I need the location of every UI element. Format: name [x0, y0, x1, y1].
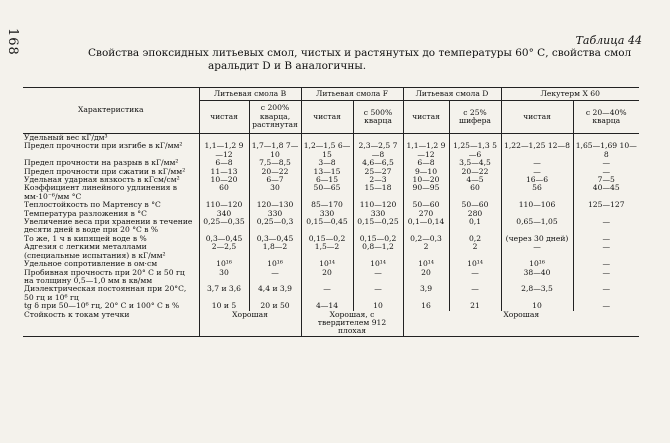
row-label: Удельный вес кГ/дм³ — [24, 133, 108, 142]
table-cell: 7—5 — [573, 176, 639, 184]
table-cell: 13—15 — [301, 168, 353, 176]
table-cell: 10¹⁴ — [353, 260, 403, 268]
table-cell: 60 — [199, 184, 249, 201]
table-cell: — — [573, 285, 639, 302]
table-cell: 4—5 — [449, 176, 501, 184]
caption-line-1: Свойства эпоксидных литьевых смол, чистых и растянутых до температуры 60° С, свойства смол — [88, 47, 632, 59]
table-cell: 110—106 — [501, 201, 573, 209]
table-cell: — — [353, 269, 403, 286]
table-cell: 1,5—2 — [301, 243, 353, 260]
table-cell: 50—60 — [449, 201, 501, 209]
table-cell: 50—65 — [301, 184, 353, 201]
table-cell: 1,1—1,2 9—12 — [199, 142, 249, 159]
cell-b-leakage: Хорошая — [199, 311, 301, 337]
table-cell: 20 — [301, 269, 353, 286]
table-row — [23, 243, 639, 260]
table-cell: 15—18 — [353, 184, 403, 201]
table-cell: 10 — [353, 302, 403, 310]
table-cell: — — [573, 218, 639, 235]
table-cell: 56 — [501, 184, 573, 201]
table-cell: 30 — [199, 269, 249, 286]
table-cell: — — [353, 285, 403, 302]
table-cell: 0,1 — [449, 218, 501, 235]
table-cell: — — [501, 243, 573, 260]
table-cell: 25—27 — [353, 168, 403, 176]
table-cell: 0,15—0,25 — [353, 218, 403, 235]
row-label: Пробивная прочность при 20° С и 50 гц на толщину 0,5—1,0 мм в кв/мм — [24, 267, 185, 285]
table-cell: 10¹⁴ — [301, 260, 353, 268]
row-label: То же, 1 ч в кипящей воде в % — [24, 233, 147, 243]
table-cell: 110—120 — [199, 201, 249, 209]
row-label: tg δ при 50—10⁶ гц, 20° С и 100° С в % — [24, 301, 180, 311]
subcol-6: с 25% шифера — [449, 101, 501, 134]
table-cell: 10¹⁴ — [449, 260, 501, 268]
table-cell: 110—120 — [353, 201, 403, 209]
table-body — [23, 134, 639, 337]
table-cell: 125—127 — [573, 201, 639, 209]
table-cell: 3,5—4,5 — [449, 159, 501, 167]
caption-line-2: аральдит D и B аналогичны. — [208, 60, 367, 72]
table-caption — [88, 47, 648, 73]
table-cell: — — [573, 168, 639, 176]
table-cell: 10 и 5 — [199, 302, 249, 310]
table-cell: 2—2,5 — [199, 243, 249, 260]
table-cell: 1,1—1,2 9—12 — [403, 142, 449, 159]
table-cell: 0,8—1,2 — [353, 243, 403, 260]
table-cell: 9—10 — [403, 168, 449, 176]
row-label: Удельное сопротивление в ом·см — [24, 259, 158, 269]
row-label: Адгезия с легкими металлами (специальные испытания) в кГ/мм² — [24, 242, 166, 260]
table-cell: 60 — [449, 184, 501, 201]
page-number: 168 — [5, 28, 20, 56]
table-cell: 10¹⁶ — [249, 260, 301, 268]
table-cell: (через 30 дней) — [501, 235, 573, 243]
table-cell: 0,1—0,14 — [403, 218, 449, 235]
table-cell: 280 — [449, 210, 501, 218]
table-cell: 10—20 — [403, 176, 449, 184]
table-cell: 1,8—2 — [249, 243, 301, 260]
table-cell: — — [249, 269, 301, 286]
table-cell: 340 — [199, 210, 249, 218]
table-cell: 1,2—1,5 6—15 — [301, 142, 353, 159]
table-cell: 20—22 — [449, 168, 501, 176]
table-cell: 0,25—0,35 — [199, 218, 249, 235]
table-cell: 4,4 и 3,9 — [249, 285, 301, 302]
header-group-d: Литьевая смола D — [403, 88, 501, 101]
table-cell: 2,8—3,5 — [501, 285, 573, 302]
row-label: Стойкость к токам утечки — [23, 311, 199, 337]
table-cell: 330 — [249, 210, 301, 218]
table-cell: — — [573, 235, 639, 243]
table-cell: 3,9 — [403, 285, 449, 302]
table-cell: 6—15 — [301, 176, 353, 184]
header-characteristic: Характеристика — [23, 88, 199, 134]
table-cell: 120—130 — [249, 201, 301, 209]
table-cell: — — [573, 302, 639, 310]
subcol-8: с 20—40% кварца — [573, 101, 639, 134]
table-cell: 2,3—2,5 7—8 — [353, 142, 403, 159]
row-label: Предел прочности на разрыв в кГ/мм² — [24, 158, 179, 168]
cell-d-leakage: Хорошая — [403, 311, 639, 337]
table-cell: 2 — [403, 243, 449, 260]
table-cell: 0,3—0,45 — [199, 235, 249, 243]
table-cell: 0,15—0,45 — [301, 218, 353, 235]
header-group-row — [23, 88, 639, 101]
header-group-f: Литьевая смола F — [301, 88, 403, 101]
row-label: Предел прочности при сжатии в кГ/мм² — [24, 166, 186, 176]
table-cell: 20 — [403, 269, 449, 286]
table-cell: 0,15—0,2 — [301, 235, 353, 243]
subcol-5: чистая — [403, 101, 449, 134]
table-cell: 10 — [501, 302, 573, 310]
properties-table — [23, 87, 639, 337]
table-cell: 3,7 и 3,6 — [199, 285, 249, 302]
table-cell: 10¹⁶ — [199, 260, 249, 268]
table-cell: 38—40 — [501, 269, 573, 286]
table-cell: 16—6 — [501, 176, 573, 184]
table-cell: 270 — [403, 210, 449, 218]
table-cell: 10—20 — [199, 176, 249, 184]
table-cell: 330 — [301, 210, 353, 218]
header-group-b: Литьевая смола B — [199, 88, 301, 101]
table-cell: 90—95 — [403, 184, 449, 201]
subcol-1: чистая — [199, 101, 249, 134]
subcol-4: с 500% кварца — [353, 101, 403, 134]
cell-f-leakage: Хорошая, с твердителем 912 плохая — [301, 311, 403, 337]
subcol-7: чистая — [501, 101, 573, 134]
table-cell: 1,25—1,3 5—6 — [449, 142, 501, 159]
table-cell: 0,15—0,2 — [353, 235, 403, 243]
row-label: Теплостойкость по Мартенсу в °C — [24, 200, 161, 210]
header-group-lekuterm: Лекутерм X 60 — [501, 88, 639, 101]
row-label: Предел прочности при изгибе в кГ/мм² — [24, 141, 183, 151]
row-label: Диэлектрическая постоянная при 20°С, 50 гц и 10⁶ гц — [24, 284, 187, 302]
table-cell: 2 — [449, 243, 501, 260]
table-cell: 0,3—0,45 — [249, 235, 301, 243]
table-cell: 330 — [353, 210, 403, 218]
table-cell: 50—60 — [403, 201, 449, 209]
row-label: Температура разложения в °C — [24, 208, 147, 218]
table-cell: — — [573, 159, 639, 167]
table-cell: — — [573, 260, 639, 268]
table-cell: 1,65—1,69 10—8 — [573, 142, 639, 159]
table-cell: — — [449, 269, 501, 286]
table-cell: — — [449, 285, 501, 302]
table-cell: 40—45 — [573, 184, 639, 201]
table-cell: 6—8 — [199, 159, 249, 167]
row-label: Увеличение веса при хранении в течение десяти дней в воде при 20 °C в % — [24, 217, 193, 235]
table-cell: 2—3 — [353, 176, 403, 184]
table-cell: — — [573, 243, 639, 260]
table-cell: 16 — [403, 302, 449, 310]
table-cell: 0,2 — [449, 235, 501, 243]
table-cell: 10¹⁶ — [501, 260, 573, 268]
table-cell: 10¹⁴ — [403, 260, 449, 268]
table-cell: 11—13 — [199, 168, 249, 176]
table-cell: 4,6—6,5 — [353, 159, 403, 167]
table-cell: 3—8 — [301, 159, 353, 167]
table-cell: 4—14 — [301, 302, 353, 310]
table-cell: 1,7—1,8 7—10 — [249, 142, 301, 159]
table-cell: 0,2—0,3 — [403, 235, 449, 243]
table-cell: — — [301, 285, 353, 302]
table-cell: 6—8 — [403, 159, 449, 167]
subcol-3: чистая — [301, 101, 353, 134]
table-row — [23, 142, 639, 159]
table-cell: 20 и 50 — [249, 302, 301, 310]
table-cell: — — [501, 159, 573, 167]
row-label: Удельная ударная вязкость в кГсм/см² — [24, 175, 180, 185]
subcol-2: с 200% кварца, растянутая — [249, 101, 301, 134]
table-row — [23, 285, 639, 302]
table-cell: 7,5—8,5 — [249, 159, 301, 167]
table-cell: 30 — [249, 184, 301, 201]
table-cell: 0,25—0,3 — [249, 218, 301, 235]
table-cell: 85—170 — [301, 201, 353, 209]
table-row-leakage — [23, 311, 639, 337]
table-label: Таблица 44 — [575, 34, 642, 47]
table-cell: — — [501, 168, 573, 176]
table-row — [23, 269, 639, 286]
table-cell: 1,22—1,25 12—8 — [501, 142, 573, 159]
table-row — [23, 218, 639, 235]
table-cell: — — [573, 269, 639, 286]
table-cell: 0,65—1,05 — [501, 218, 573, 235]
table-row — [23, 184, 639, 201]
table-cell: 20—22 — [249, 168, 301, 176]
table-cell: 21 — [449, 302, 501, 310]
table-cell: 6—7 — [249, 176, 301, 184]
row-label: Коэффициент линейного удлинения в мм·10⁻⁶/мм °C — [24, 183, 178, 201]
